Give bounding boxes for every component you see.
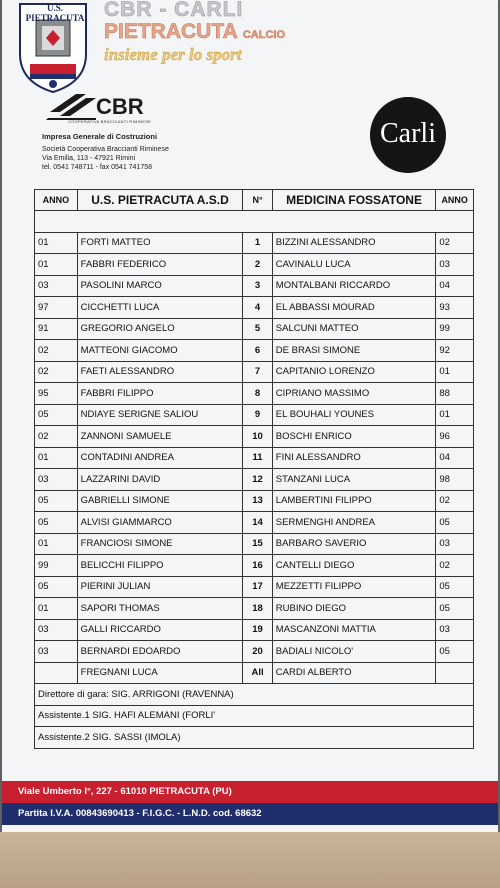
year-left-cell: 05 (35, 576, 78, 598)
year-left-cell: 01 (35, 447, 78, 469)
year-right-cell: 01 (436, 361, 474, 383)
player-right-cell: SALCUNI MATTEO (272, 318, 436, 340)
year-right-cell: 88 (436, 383, 474, 405)
shirt-number-cell: 8 (243, 383, 272, 405)
player-left-cell: SAPORI THOMAS (77, 598, 243, 620)
table-row (35, 340, 474, 362)
year-left-cell: 01 (35, 598, 78, 620)
shirt-number-cell: 4 (243, 297, 272, 319)
shirt-number-cell: 19 (243, 619, 272, 641)
shirt-number-cell: All (243, 662, 272, 684)
table-row (35, 662, 474, 684)
player-right-cell: CAPITANIO LORENZO (272, 361, 436, 383)
year-left-cell: 05 (35, 490, 78, 512)
year-right-cell: 05 (436, 512, 474, 534)
shirt-number-cell: 13 (243, 490, 272, 512)
carli-logo (370, 97, 446, 173)
player-right-cell: BOSCHI ENRICO (272, 426, 436, 448)
table-row (35, 275, 474, 297)
player-left-cell: PIERINI JULIAN (77, 576, 243, 598)
player-right-cell: RUBINO DIEGO (272, 598, 436, 620)
table-row (35, 254, 474, 276)
year-left-cell: 02 (35, 340, 78, 362)
player-right-cell: BIZZINI ALESSANDRO (272, 232, 436, 254)
table-row (35, 490, 474, 512)
shirt-number-cell: 16 (243, 555, 272, 577)
year-left-cell: 02 (35, 426, 78, 448)
player-right-cell: CANTELLI DIEGO (272, 555, 436, 577)
player-left-cell: FORTI MATTEO (77, 232, 243, 254)
year-left-cell: 97 (35, 297, 78, 319)
header-slogan: insieme per lo sport (104, 45, 242, 64)
year-right-cell: 03 (436, 254, 474, 276)
table-row (35, 641, 474, 663)
table-row (35, 619, 474, 641)
crest-club-name: U.S. PIETRACUTA (25, 3, 85, 23)
shirt-number-cell: 20 (243, 641, 272, 663)
header-sponsors-title: CBR - CARLI (104, 0, 244, 21)
player-right-cell: CIPRIANO MASSIMO (272, 383, 436, 405)
year-right-cell: 02 (436, 490, 474, 512)
shirt-number-cell: 15 (243, 533, 272, 555)
year-right-cell: 05 (436, 598, 474, 620)
year-right-cell: 02 (436, 555, 474, 577)
year-left-cell: 03 (35, 275, 78, 297)
player-right-cell: CAVINALU LUCA (272, 254, 436, 276)
company-address: Via Emilia, 113 - 47921 Rimini (42, 155, 136, 162)
table-row (35, 297, 474, 319)
shirt-number-cell: 5 (243, 318, 272, 340)
player-left-cell: BERNARDI EDOARDO (77, 641, 243, 663)
table-row (35, 533, 474, 555)
year-right-cell: 93 (436, 297, 474, 319)
player-right-cell: EL BOUHALI YOUNES (272, 404, 436, 426)
cbr-logo-text: CBR (96, 94, 144, 119)
year-right-cell: 92 (436, 340, 474, 362)
shirt-number-cell: 12 (243, 469, 272, 491)
player-right-cell: DE BRASI SIMONE (272, 340, 436, 362)
player-left-cell: CICCHETTI LUCA (77, 297, 243, 319)
table-row (35, 232, 474, 254)
shirt-number-cell: 10 (243, 426, 272, 448)
table-row (35, 404, 474, 426)
year-left-cell (35, 662, 78, 684)
table-row (35, 598, 474, 620)
year-left-cell: 01 (35, 232, 78, 254)
year-right-cell: 02 (436, 232, 474, 254)
player-right-cell: BADIALI NICOLO' (272, 641, 436, 663)
year-right-cell: 05 (436, 641, 474, 663)
year-left-cell: 91 (35, 318, 78, 340)
year-right-cell: 03 (436, 619, 474, 641)
shirt-number-cell: 18 (243, 598, 272, 620)
table-row (35, 426, 474, 448)
year-right-cell: 96 (436, 426, 474, 448)
player-left-cell: GALLI RICCARDO (77, 619, 243, 641)
header-club-name: PIETRACUTA (104, 20, 237, 43)
year-right-cell: 04 (436, 447, 474, 469)
year-right-cell: 03 (436, 533, 474, 555)
player-right-cell: SERMENGHI ANDREA (272, 512, 436, 534)
player-left-cell: CONTADINI ANDREA (77, 447, 243, 469)
player-left-cell: GABRIELLI SIMONE (77, 490, 243, 512)
player-left-cell: FABBRI FILIPPO (77, 383, 243, 405)
player-right-cell: FINI ALESSANDRO (272, 447, 436, 469)
roster-table (34, 189, 474, 749)
player-left-cell: ALVISI GIAMMARCO (77, 512, 243, 534)
footer-registry: Partita I.V.A. 00843690413 - F.I.G.C. - L.N.D. cod. 68632 (2, 803, 498, 825)
shirt-number-cell: 6 (243, 340, 272, 362)
header-team-left: U.S. PIETRACUTA A.S.D (77, 190, 243, 211)
player-right-cell: MASCANZONI MATTIA (272, 619, 436, 641)
shirt-number-cell: 17 (243, 576, 272, 598)
table-row (35, 576, 474, 598)
year-left-cell: 95 (35, 383, 78, 405)
header-year-right: ANNO (436, 190, 474, 211)
player-left-cell: FAETI ALESSANDRO (77, 361, 243, 383)
referee-text: Direttore di gara: SIG. ARRIGONI (RAVENNA) (35, 684, 474, 706)
player-left-cell: BELICCHI FILIPPO (77, 555, 243, 577)
assistant1-text: Assistente.1 SIG. HAFI ALEMANI (FORLI' (35, 705, 474, 727)
header-club-title (104, 20, 285, 44)
shirt-number-cell: 1 (243, 232, 272, 254)
roster-body (35, 232, 474, 684)
company-info (42, 132, 169, 172)
shirt-number-cell: 14 (243, 512, 272, 534)
player-left-cell: GREGORIO ANGELO (77, 318, 243, 340)
year-left-cell: 03 (35, 619, 78, 641)
year-right-cell (436, 662, 474, 684)
year-left-cell: 01 (35, 254, 78, 276)
year-right-cell: 98 (436, 469, 474, 491)
shirt-number-cell: 3 (243, 275, 272, 297)
player-right-cell: MEZZETTI FILIPPO (272, 576, 436, 598)
desk-surface (0, 832, 500, 888)
referee-row (35, 684, 474, 706)
table-row (35, 383, 474, 405)
player-right-cell: CARDI ALBERTO (272, 662, 436, 684)
table-header-row (35, 190, 474, 211)
assistant2-text: Assistente.2 SIG. SASSI (IMOLA) (35, 727, 474, 749)
player-right-cell: EL ABBASSI MOURAD (272, 297, 436, 319)
player-right-cell: STANZANI LUCA (272, 469, 436, 491)
player-left-cell: LAZZARINI DAVID (77, 469, 243, 491)
year-left-cell: 05 (35, 512, 78, 534)
player-right-cell: LAMBERTINI FILIPPO (272, 490, 436, 512)
year-left-cell: 99 (35, 555, 78, 577)
table-row (35, 318, 474, 340)
player-left-cell: ZANNONI SAMUELE (77, 426, 243, 448)
player-left-cell: PASOLINI MARCO (77, 275, 243, 297)
year-right-cell: 01 (436, 404, 474, 426)
table-row (35, 469, 474, 491)
player-left-cell: FREGNANI LUCA (77, 662, 243, 684)
player-right-cell: MONTALBANI RICCARDO (272, 275, 436, 297)
year-right-cell: 99 (436, 318, 474, 340)
player-left-cell: NDIAYE SERIGNE SALIOU (77, 404, 243, 426)
header-club-sport: CALCIO (242, 29, 286, 41)
company-name: Società Cooperativa Braccianti Riminese (42, 146, 169, 153)
header-team-right: MEDICINA FOSSATONE (272, 190, 436, 211)
shirt-number-cell: 7 (243, 361, 272, 383)
table-row (35, 361, 474, 383)
year-left-cell: 03 (35, 469, 78, 491)
year-left-cell: 02 (35, 361, 78, 383)
shirt-number-cell: 9 (243, 404, 272, 426)
carli-logo-text: Carli (380, 118, 436, 149)
company-phone: tel. 0541 748711 - fax 0541 741758 (42, 164, 153, 171)
year-right-cell: 04 (436, 275, 474, 297)
year-left-cell: 03 (35, 641, 78, 663)
header-year-left: ANNO (35, 190, 78, 211)
cbr-subtitle: COOPERATIVA BRACCIANTI RIMINESE (68, 119, 152, 124)
player-left-cell: MATTEONI GIACOMO (77, 340, 243, 362)
shirt-number-cell: 2 (243, 254, 272, 276)
document-sheet (2, 0, 498, 832)
year-left-cell: 05 (35, 404, 78, 426)
player-left-cell: FRANCIOSI SIMONE (77, 533, 243, 555)
player-right-cell: BARBARO SAVERIO (272, 533, 436, 555)
table-row (35, 555, 474, 577)
year-left-cell: 01 (35, 533, 78, 555)
year-right-cell: 05 (436, 576, 474, 598)
company-title: Impresa Generale di Costruzioni (42, 132, 158, 141)
player-left-cell: FABBRI FEDERICO (77, 254, 243, 276)
table-row (35, 447, 474, 469)
footer-address: Viale Umberto I°, 227 - 61010 PIETRACUTA (PU) (2, 781, 498, 803)
table-row (35, 512, 474, 534)
assistant1-row (35, 705, 474, 727)
header-number: N° (243, 190, 272, 211)
shirt-number-cell: 11 (243, 447, 272, 469)
assistant2-row (35, 727, 474, 749)
